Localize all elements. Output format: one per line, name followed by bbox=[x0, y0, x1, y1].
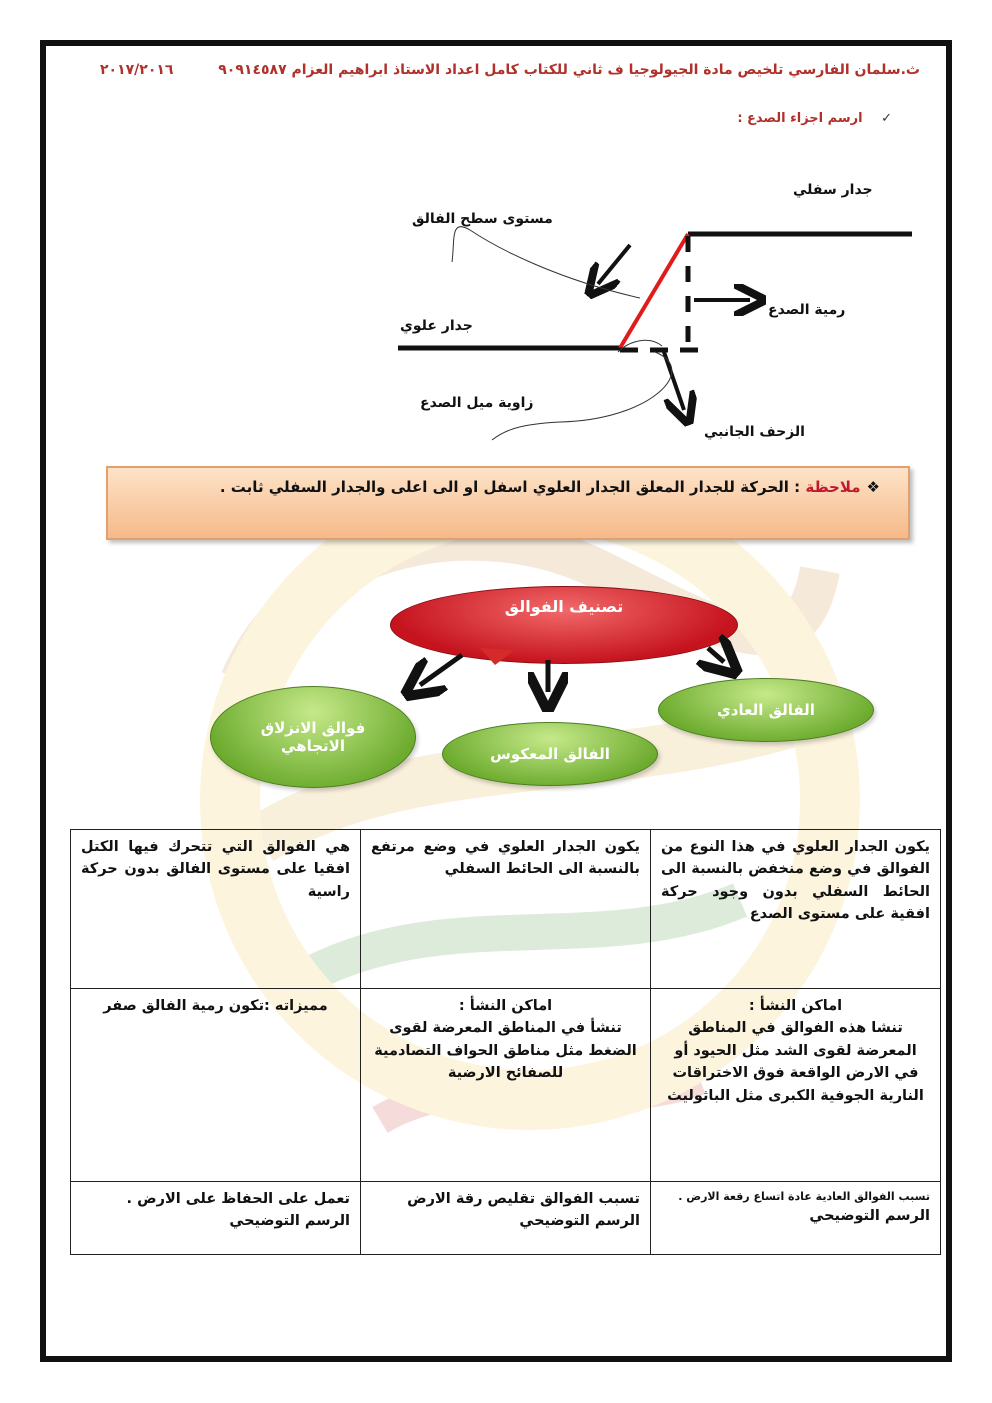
task-text: ارسم اجزاء الصدع : bbox=[737, 111, 863, 126]
strike-effect-text: تعمل على الحفاظ على الارض . bbox=[126, 1191, 350, 1207]
label-hanging-wall: جدار علوي bbox=[400, 318, 473, 334]
node-normal bbox=[658, 678, 874, 742]
table-row bbox=[71, 1182, 941, 1255]
normal-diagram-caption: الرسم التوضيحي bbox=[809, 1208, 930, 1225]
cell-reverse-origin bbox=[361, 989, 651, 1182]
label-dip-angle: زاوية ميل الصدع bbox=[420, 395, 534, 411]
strike-diagram-caption: الرسم التوضيحي bbox=[229, 1213, 350, 1230]
label-throw: رمية الصدع bbox=[768, 302, 846, 318]
reverse-origin-title: اماكن النشأ : bbox=[458, 998, 553, 1014]
table-row bbox=[71, 830, 941, 989]
diamond-bullet-icon: ❖ bbox=[866, 478, 880, 496]
reverse-effect-text: تسبب الفوالق تقليص رقة الارض bbox=[407, 1191, 640, 1207]
checkmark-icon: ✓ bbox=[881, 111, 892, 126]
node-normal-label: الفالق العادي bbox=[717, 701, 815, 719]
node-strike-slip-label: فوالق الانزلاق الاتجاهي bbox=[260, 719, 366, 755]
normal-origin-title: اماكن النشأ : bbox=[748, 998, 843, 1014]
cell-reverse-definition: يكون الجدار العلوي في وضع مرتفع بالنسبة الى الحائط السفلي bbox=[361, 830, 651, 989]
table-row bbox=[71, 989, 941, 1182]
reverse-diagram-caption: الرسم التوضيحي bbox=[519, 1213, 640, 1230]
label-footwall: جدار سفلي bbox=[793, 182, 873, 198]
cell-strike-feature: مميزاته :تكون رمية الفالق صفر bbox=[71, 989, 361, 1182]
cell-normal-effect bbox=[651, 1182, 941, 1255]
normal-origin-text: تنشا هذه الفوالق في المناطق المعرضة لقوى الشد مثل الحيود أو في الارض الواقعة فوق الاختراقات النارية الجوفية الكبرى مثل الباثوليث bbox=[667, 1020, 924, 1104]
note-body: : الحركة للجدار المعلق الجدار العلوي اسفل او الى اعلى والجدار السفلي ثابت . bbox=[219, 478, 806, 496]
cell-reverse-effect bbox=[361, 1182, 651, 1255]
node-strike-slip bbox=[210, 686, 416, 788]
label-fault-plane: مستوى سطح الفالق bbox=[412, 211, 553, 227]
fault-comparison-table bbox=[70, 829, 941, 1255]
node-reverse bbox=[442, 722, 658, 786]
header-title: ث.سلمان الفارسي تلخيص مادة الجيولوجيا ف ثاني للكتاب كامل اعداد الاستاذ ابراهيم العزام ٩٠٩١٤٥٨٧ bbox=[218, 62, 920, 78]
cell-normal-origin bbox=[651, 989, 941, 1182]
node-reverse-label: الفالق المعكوس bbox=[490, 745, 610, 763]
reverse-origin-text: تنشأ في المناطق المعرضة لقوى الضغط مثل مناطق الحواف التصادمية للصفائح الارضية bbox=[374, 1020, 637, 1082]
cell-strike-definition: هي الفوالق التي تتحرك فيها الكتل افقيا على مستوى الفالق بدون حركة راسية bbox=[71, 830, 361, 989]
cell-strike-effect bbox=[71, 1182, 361, 1255]
header-year: ٢٠١٧/٢٠١٦ bbox=[100, 62, 174, 78]
note-keyword: ملاحظة bbox=[805, 478, 861, 496]
classification-root-label: تصنيف الفوالق bbox=[504, 597, 624, 616]
label-heave: الزحف الجانبي bbox=[704, 424, 805, 440]
cell-normal-definition: يكون الجدار العلوي في هذا النوع من الفوالق في وضع منخفض بالنسبة الى الحائط السفلي بدون وجود حركة افقية على مستوى الصدع bbox=[651, 830, 941, 989]
normal-effect-text: تسبب الفوالق العادية عادة اتساع رقعة الارض . bbox=[678, 1190, 930, 1203]
